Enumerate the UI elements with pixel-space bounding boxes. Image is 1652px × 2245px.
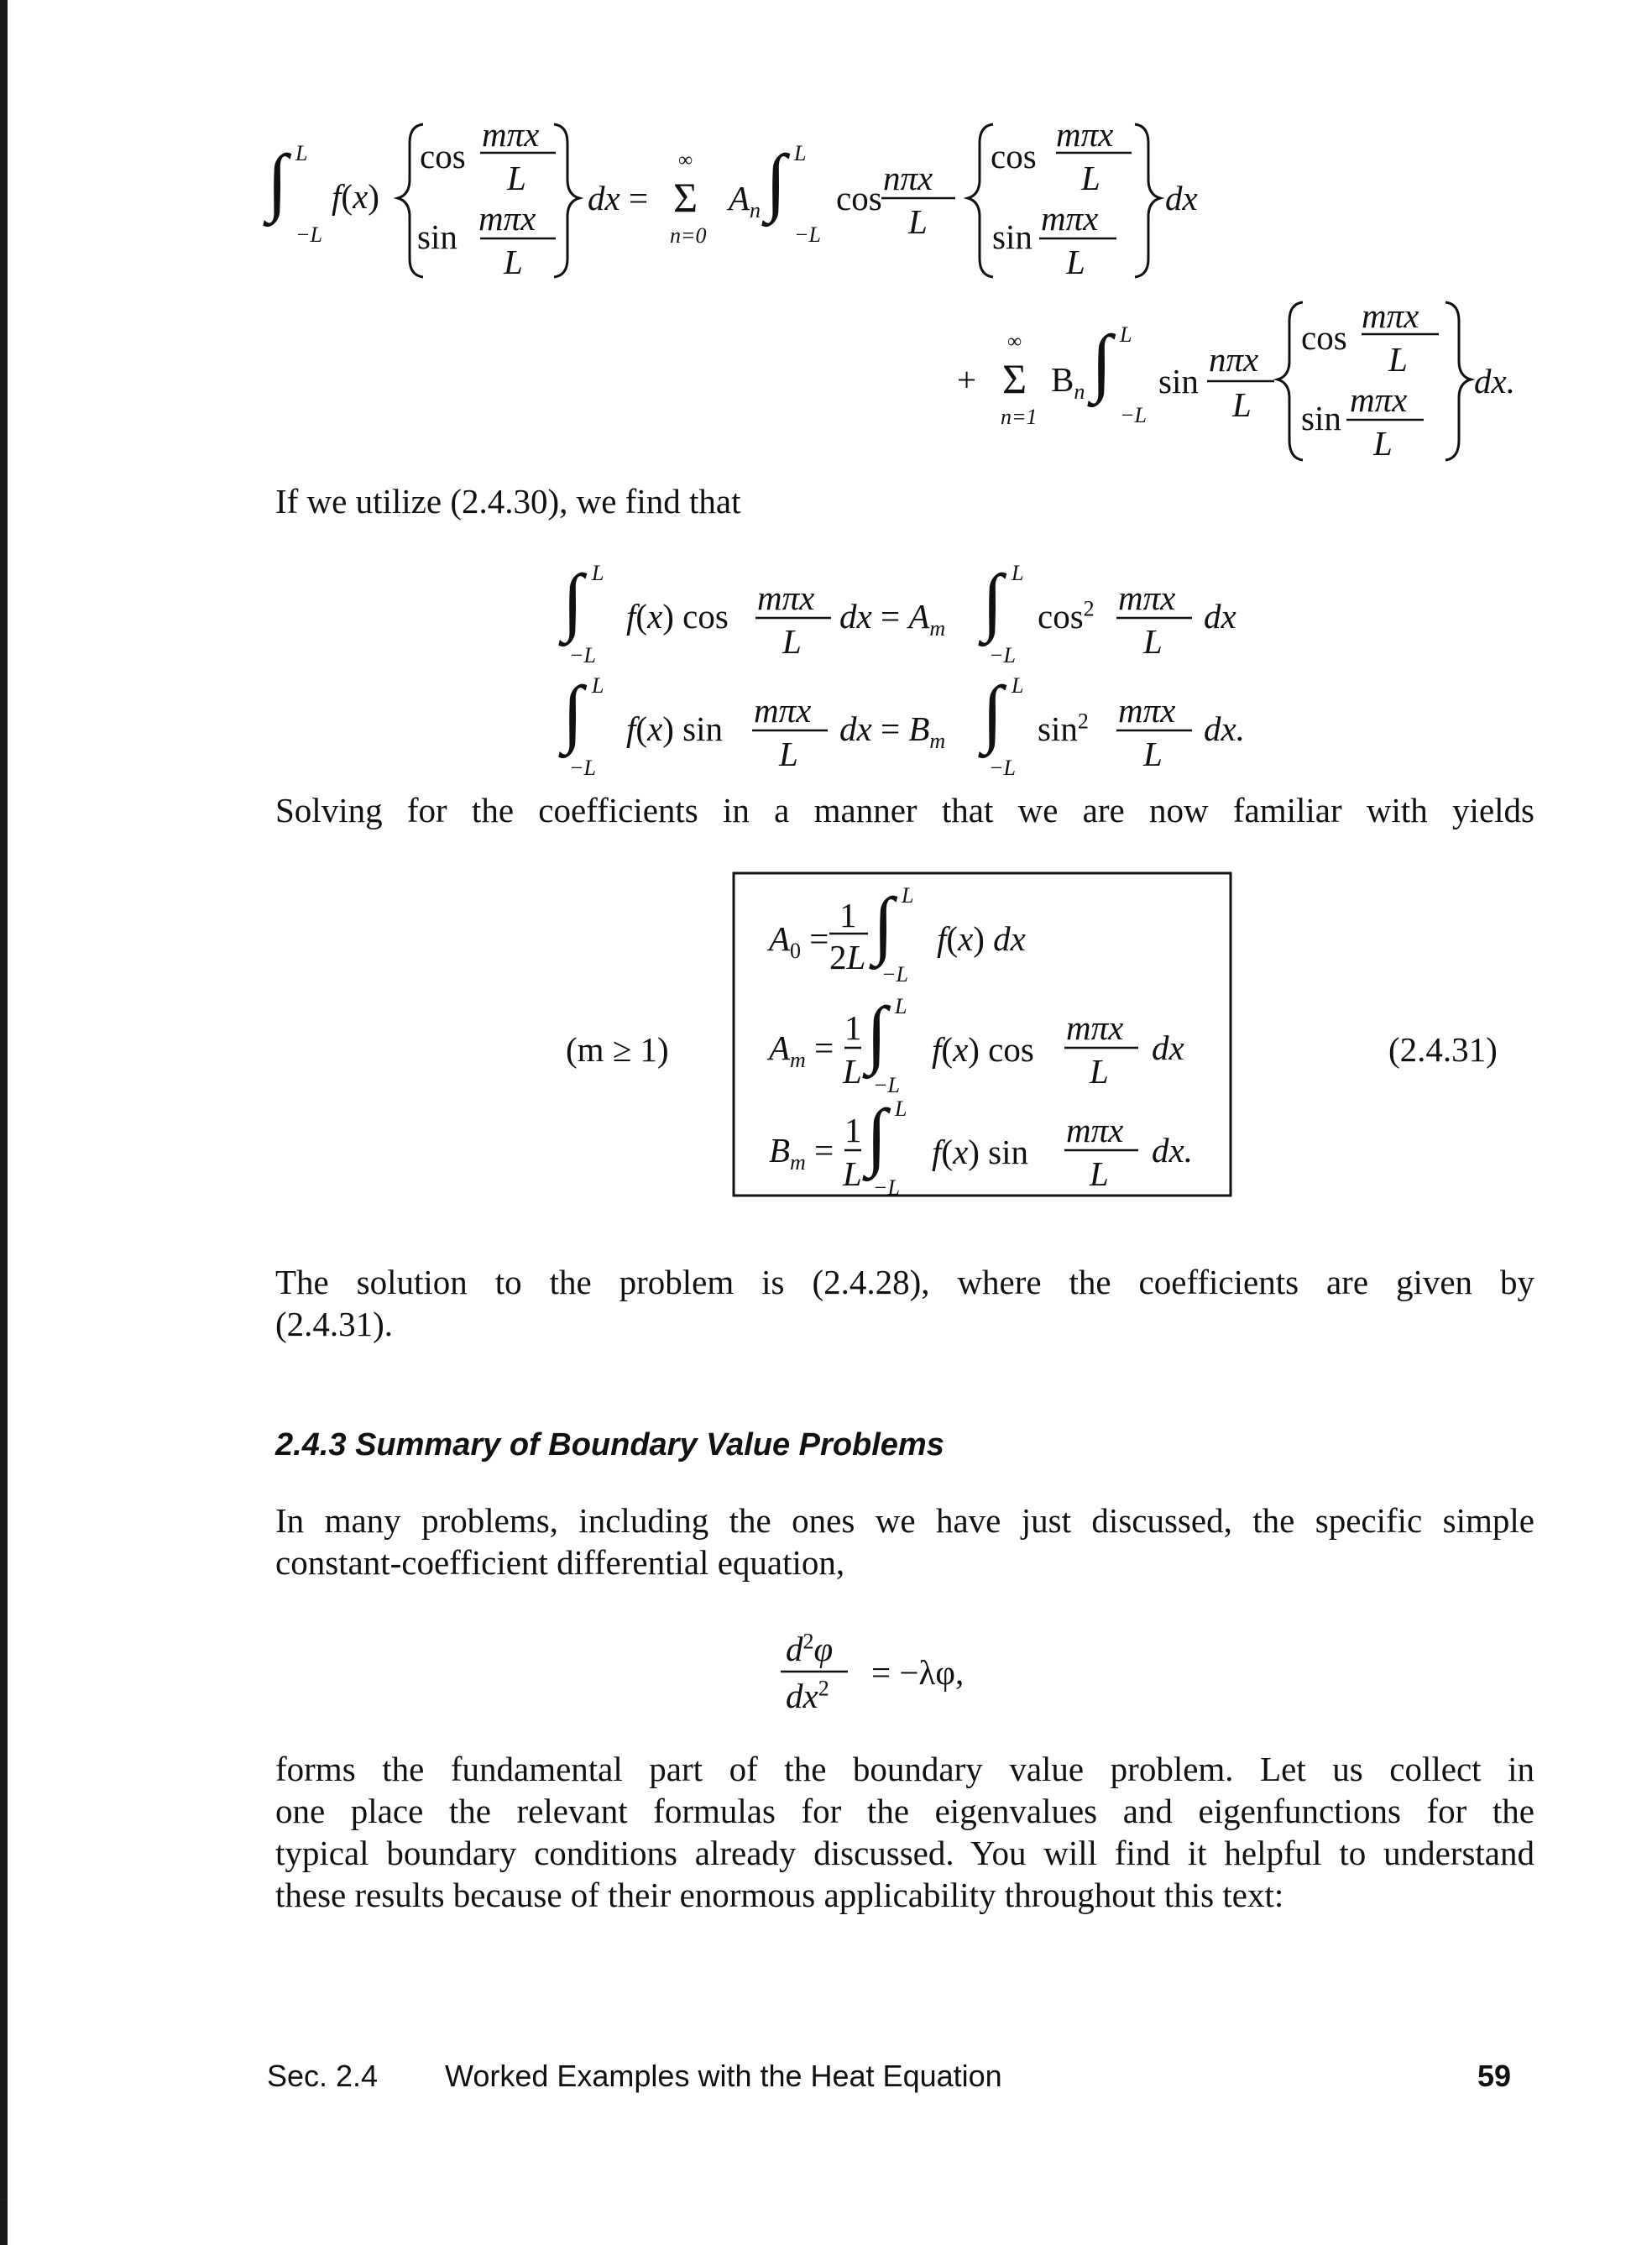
paragraph-4: In many problems, including the ones we have just discussed, the specific simple constant-coefficient differential equation, xyxy=(275,1501,1534,1582)
paragraph-2: Solving for the coefficients in a manner that we are now familiar with yields xyxy=(275,791,1534,829)
footer-title: Worked Examples with the Heat Equation xyxy=(445,2059,1002,2093)
page-number: 59 xyxy=(1477,2059,1512,2093)
math-text-summary: ∫_{-L}^{L} f(x) {cos mπx/L ; sin mπx/L} dx = Σ_{n=0}^{∞} A_n ∫_{-L}^{L} cos nπx/L {cos mπx/L ; sin mπx/L} dx + Σ_{n=1}^{∞} B_n ∫_{-L}^{L} sin nπx/L {cos mπx/L ; sin mπx/L} dx. ∫_{-L}^{L} f(x) cos mπx/L dx = A_m ∫_{-L}^{L} cos² mπx/L dx ∫_{-L}^{L} f(x) sin mπx/L dx = B_m ∫_{-L}^{L} sin² mπx/L dx. A_0 = 1/(2L) ∫_{-L}^{L} f(x) dx A_m = 1/L ∫_{-L}^{L} f(x) cos mπx/L dx B_m = 1/L ∫_{-L}^{L} f(x) sin mπx/L dx. d²φ/dx² = −λφ, xyxy=(0,2200,154,2201)
paragraph-1: If we utilize (2.4.30), we find that xyxy=(275,482,741,521)
paragraph-3: The solution to the problem is (2.4.28), where the coefficients are given by (2.4.31). xyxy=(275,1263,1534,1343)
equation-number: (2.4.31) xyxy=(1388,1030,1498,1069)
section-heading: 2.4.3 Summary of Boundary Value Problems xyxy=(275,1427,944,1463)
paragraph-5: forms the fundamental part of the boundary value problem. Let us collect in one place the relevant formulas for the eigenvalues and eigenfunctions for the typical boundary conditions already discussed. You will find it helpful to understand these results because of their enormous applicability throughout this text: xyxy=(275,1750,1534,1914)
condition-label: (m ≥ 1) xyxy=(566,1030,669,1069)
footer-section: Sec. 2.4 xyxy=(267,2059,379,2093)
